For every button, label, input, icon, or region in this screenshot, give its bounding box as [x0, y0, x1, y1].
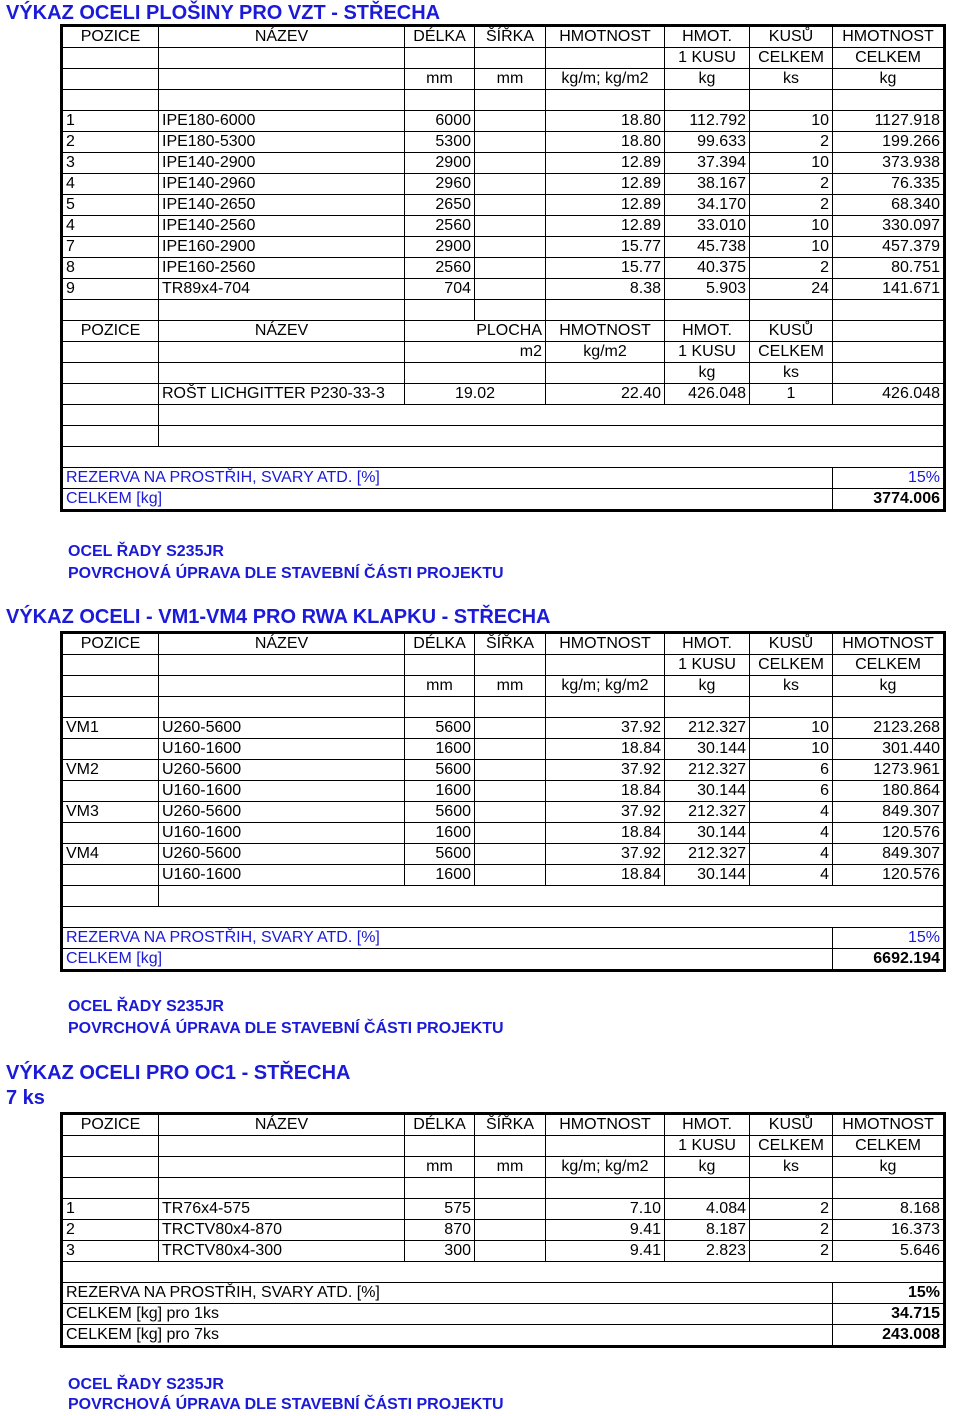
header-cell: HMOT.	[665, 27, 750, 48]
reserve-row: REZERVA NA PROSTŘIH, SVARY ATD. [%] 15%	[63, 468, 944, 489]
header-row	[63, 48, 944, 69]
total-row: CELKEM [kg] 3774.006	[63, 489, 944, 510]
total-row: CELKEM [kg] pro 1ks 34.715	[63, 1304, 944, 1325]
header-row: mm mm kg/m; kg/m2 kg ks kg	[63, 676, 944, 697]
section1-title: VÝKAZ OCELI PLOŠINY PRO VZT - STŘECHA	[6, 2, 441, 24]
material-note: OCEL ŘADY S235JR	[68, 543, 224, 560]
surface-note: POVRCHOVÁ ÚPRAVA DLE STAVEBNÍ ČÁSTI PROJEKTU	[68, 565, 504, 582]
section3-table	[62, 1114, 944, 1346]
header-row: 1 KUSU CELKEM CELKEM	[63, 1136, 944, 1157]
section1-table	[62, 26, 944, 510]
table-row: VM2 U260-5600 5600 37.92 212.327 6 1273.961	[63, 760, 944, 781]
table-row: U160-1600 1600 18.84 30.144 4 120.576	[63, 823, 944, 844]
header-cell: HMOTNOST	[833, 27, 944, 48]
header-cell: POZICE	[63, 27, 159, 48]
header-row	[63, 69, 944, 90]
material-note: OCEL ŘADY S235JR	[68, 998, 224, 1015]
table-row: 2 IPE180-5300 5300 18.80 99.633 2 199.266	[63, 132, 944, 153]
header-row: kg ks	[63, 363, 944, 384]
section3-title: VÝKAZ OCELI PRO OC1 - STŘECHA	[6, 1062, 351, 1084]
header-cell: CELKEM	[750, 48, 833, 69]
header-row: POZICE NÁZEV PLOCHA HMOTNOST HMOT. KUSŮ	[63, 321, 944, 342]
header-cell: DÉLKA	[405, 27, 475, 48]
header-row: mm mm kg/m; kg/m2 kg ks kg	[63, 1157, 944, 1178]
header-row: POZICE NÁZEV DÉLKA ŠÍŘKA HMOTNOST HMOT. KUSŮ HMOTNOST	[63, 1115, 944, 1136]
table-row: 1 TR76x4-575 575 7.10 4.084 2 8.168	[63, 1199, 944, 1220]
table-row: 2 TRCTV80x4-870 870 9.41 8.187 2 16.373	[63, 1220, 944, 1241]
table-row: 9 TR89x4-704 704 8.38 5.903 24 141.671	[63, 279, 944, 300]
table-row: 4 IPE140-2560 2560 12.89 33.010 10 330.097	[63, 216, 944, 237]
total-row: CELKEM [kg] pro 7ks 243.008	[63, 1325, 944, 1346]
header-row: m2 kg/m2 1 KUSU CELKEM	[63, 342, 944, 363]
material-note: OCEL ŘADY S235JR	[68, 1376, 224, 1393]
unit-cell: mm	[475, 69, 546, 90]
table-row: 1 IPE180-6000 6000 18.80 112.792 10 1127.918	[63, 111, 944, 132]
reserve-row: REZERVA NA PROSTŘIH, SVARY ATD. [%] 15%	[63, 928, 944, 949]
table-row: VM4 U260-5600 5600 37.92 212.327 4 849.307	[63, 844, 944, 865]
header-cell: HMOTNOST	[546, 27, 665, 48]
total-row: CELKEM [kg] 6692.194	[63, 949, 944, 970]
unit-cell: kg	[833, 69, 944, 90]
header-cell: KUSŮ	[750, 27, 833, 48]
unit-cell: kg	[665, 69, 750, 90]
header-cell: 1 KUSU	[665, 48, 750, 69]
table-row: ROŠT LICHGITTER P230-33-3 19.02 22.40 426.048 1 426.048	[63, 384, 944, 405]
unit-cell: ks	[750, 69, 833, 90]
header-cell: ŠÍŘKA	[475, 27, 546, 48]
table-row: VM3 U260-5600 5600 37.92 212.327 4 849.307	[63, 802, 944, 823]
header-row: 1 KUSU CELKEM CELKEM	[63, 655, 944, 676]
surface-note: POVRCHOVÁ ÚPRAVA DLE STAVEBNÍ ČÁSTI PROJEKTU	[68, 1396, 504, 1413]
unit-cell: kg/m; kg/m2	[546, 69, 665, 90]
table-row: 5 IPE140-2650 2650 12.89 34.170 2 68.340	[63, 195, 944, 216]
surface-note: POVRCHOVÁ ÚPRAVA DLE STAVEBNÍ ČÁSTI PROJEKTU	[68, 1020, 504, 1037]
section2-title: VÝKAZ OCELI - VM1-VM4 PRO RWA KLAPKU - STŘECHA	[6, 606, 551, 628]
header-row: POZICE NÁZEV DÉLKA ŠÍŘKA HMOTNOST HMOT. KUSŮ HMOTNOST	[63, 634, 944, 655]
table-row: VM1 U260-5600 5600 37.92 212.327 10 2123.268	[63, 718, 944, 739]
table-row: 4 IPE140-2960 2960 12.89 38.167 2 76.335	[63, 174, 944, 195]
table-row: U160-1600 1600 18.84 30.144 10 301.440	[63, 739, 944, 760]
section2-table	[62, 633, 944, 970]
header-cell: NÁZEV	[159, 27, 405, 48]
piece-count: 7 ks	[6, 1087, 45, 1109]
reserve-row: REZERVA NA PROSTŘIH, SVARY ATD. [%] 15%	[63, 1283, 944, 1304]
table-row: 7 IPE160-2900 2900 15.77 45.738 10 457.379	[63, 237, 944, 258]
table-row: 8 IPE160-2560 2560 15.77 40.375 2 80.751	[63, 258, 944, 279]
unit-cell: mm	[405, 69, 475, 90]
header-cell: CELKEM	[833, 48, 944, 69]
table-row: U160-1600 1600 18.84 30.144 6 180.864	[63, 781, 944, 802]
table-row: U160-1600 1600 18.84 30.144 4 120.576	[63, 865, 944, 886]
table-row: 3 IPE140-2900 2900 12.89 37.394 10 373.938	[63, 153, 944, 174]
table-row: 3 TRCTV80x4-300 300 9.41 2.823 2 5.646	[63, 1241, 944, 1262]
header-row	[63, 27, 944, 48]
